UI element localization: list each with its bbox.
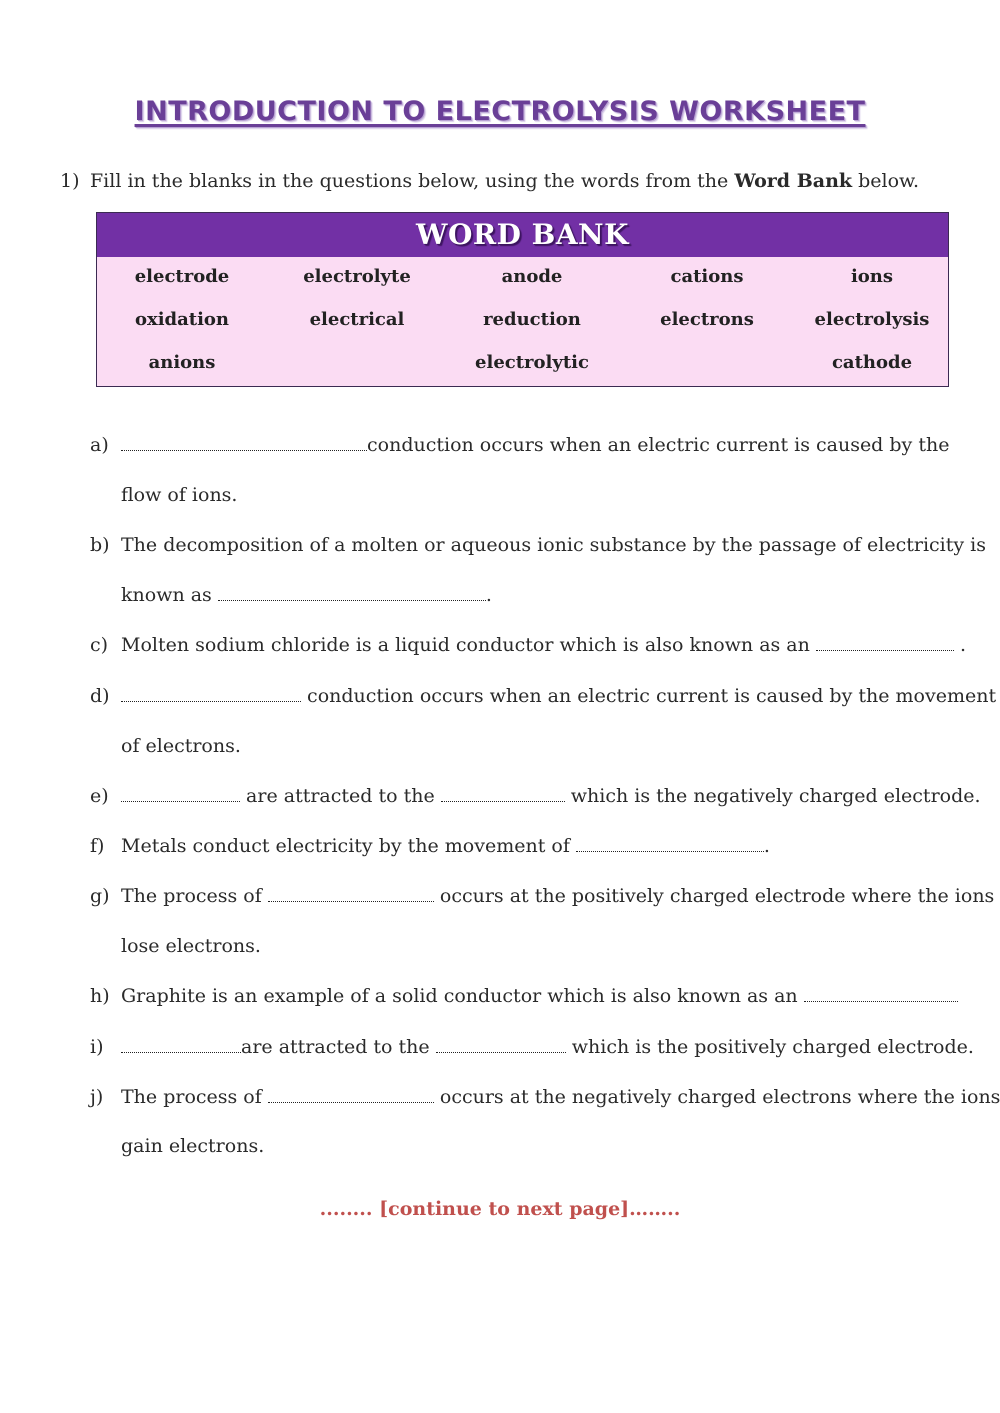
word-bank-word: electrical bbox=[309, 309, 405, 330]
answer-blank[interactable] bbox=[436, 1038, 566, 1053]
question-label: a) bbox=[90, 434, 109, 456]
question-label: f) bbox=[90, 835, 105, 857]
question-label: e) bbox=[90, 785, 109, 807]
answer-blank[interactable] bbox=[121, 687, 301, 702]
continue-note: ........ [continue to next page]…….. bbox=[319, 1198, 681, 1220]
question-a bbox=[90, 433, 949, 457]
question-c bbox=[90, 633, 966, 657]
question-label: i) bbox=[90, 1036, 104, 1058]
question-e bbox=[90, 784, 981, 808]
answer-blank[interactable] bbox=[218, 586, 486, 601]
question-j bbox=[90, 1085, 1000, 1109]
question-d bbox=[90, 684, 996, 708]
question-g bbox=[90, 884, 994, 908]
word-bank-heading: WORD BANK bbox=[97, 213, 948, 257]
word-bank-word: cathode bbox=[831, 352, 913, 373]
question-label: j) bbox=[90, 1086, 104, 1108]
question-text: occurs at the positively charged electrode where the ions bbox=[439, 885, 995, 907]
question-text: occurs at the negatively charged electrons where the ions bbox=[439, 1086, 1000, 1108]
word-bank-word: electrolyte bbox=[303, 266, 411, 287]
answer-blank[interactable] bbox=[576, 837, 764, 852]
answer-blank[interactable] bbox=[121, 787, 240, 802]
word-bank-grid bbox=[97, 257, 948, 386]
word-bank bbox=[96, 212, 949, 387]
question-text: . bbox=[959, 634, 967, 656]
question-text: The process of bbox=[121, 885, 262, 907]
question-b-continuation bbox=[121, 583, 492, 607]
word-bank-word: ions bbox=[850, 266, 894, 287]
question-text: Molten sodium chloride is a liquid conductor which is also known as an bbox=[121, 634, 810, 656]
instruction-word-bank-ref: Word Bank bbox=[734, 170, 853, 192]
question-g-continuation: lose electrons. bbox=[121, 935, 261, 957]
answer-blank[interactable] bbox=[441, 787, 565, 802]
question-b bbox=[90, 533, 986, 557]
question-text: Graphite is an example of a solid conductor which is also known as an bbox=[121, 985, 798, 1007]
word-bank-word: cations bbox=[670, 266, 744, 287]
word-bank-word: oxidation bbox=[134, 309, 230, 330]
answer-blank[interactable] bbox=[268, 887, 434, 902]
word-bank-word: anions bbox=[148, 352, 216, 373]
answer-blank[interactable] bbox=[121, 436, 367, 451]
instruction-number: 1) bbox=[60, 170, 80, 192]
question-d-continuation: of electrons. bbox=[121, 735, 241, 757]
question-i bbox=[90, 1035, 974, 1059]
question-h bbox=[90, 984, 958, 1008]
answer-blank[interactable] bbox=[268, 1088, 434, 1103]
question-text: . bbox=[485, 584, 492, 606]
question-label: c) bbox=[90, 634, 109, 656]
question-text: are attracted to the bbox=[246, 785, 435, 807]
word-bank-word: electrode bbox=[134, 266, 230, 287]
question-f bbox=[90, 834, 770, 858]
question-label: g) bbox=[90, 885, 110, 907]
worksheet-title: INTRODUCTION TO ELECTROLYSIS WORKSHEET bbox=[134, 96, 866, 127]
question-label: b) bbox=[90, 534, 110, 556]
answer-blank[interactable] bbox=[121, 1038, 241, 1053]
answer-blank[interactable] bbox=[816, 636, 954, 651]
question-text: known as bbox=[121, 584, 212, 606]
question-text: are attracted to the bbox=[241, 1036, 430, 1058]
question-text: The decomposition of a molten or aqueous ionic substance by the passage of electricity is bbox=[121, 534, 986, 556]
word-bank-word: electrolysis bbox=[814, 309, 930, 330]
instruction-text-before: Fill in the blanks in the questions below, using the words from the bbox=[90, 170, 735, 192]
question-label: h) bbox=[90, 985, 110, 1007]
word-bank-word: electrolytic bbox=[475, 352, 589, 373]
question-text: conduction occurs when an electric current is caused by the movement bbox=[307, 685, 997, 707]
question-a-continuation: flow of ions. bbox=[121, 484, 238, 506]
question-j-continuation: gain electrons. bbox=[121, 1135, 265, 1157]
question-text: which is the positively charged electrode. bbox=[571, 1036, 974, 1058]
answer-blank[interactable] bbox=[804, 987, 958, 1002]
question-text: The process of bbox=[121, 1086, 262, 1108]
question-text: Metals conduct electricity by the movement of bbox=[121, 835, 570, 857]
word-bank-word: reduction bbox=[483, 309, 581, 330]
question-text: conduction occurs when an electric current is caused by the bbox=[367, 434, 950, 456]
question-label: d) bbox=[90, 685, 110, 707]
word-bank-word: electrons bbox=[660, 309, 754, 330]
word-bank-word: anode bbox=[501, 266, 563, 287]
instruction-text-after: below. bbox=[852, 170, 920, 192]
question-text: . bbox=[763, 835, 770, 857]
instruction bbox=[60, 168, 919, 194]
question-text: which is the negatively charged electrode. bbox=[570, 785, 981, 807]
